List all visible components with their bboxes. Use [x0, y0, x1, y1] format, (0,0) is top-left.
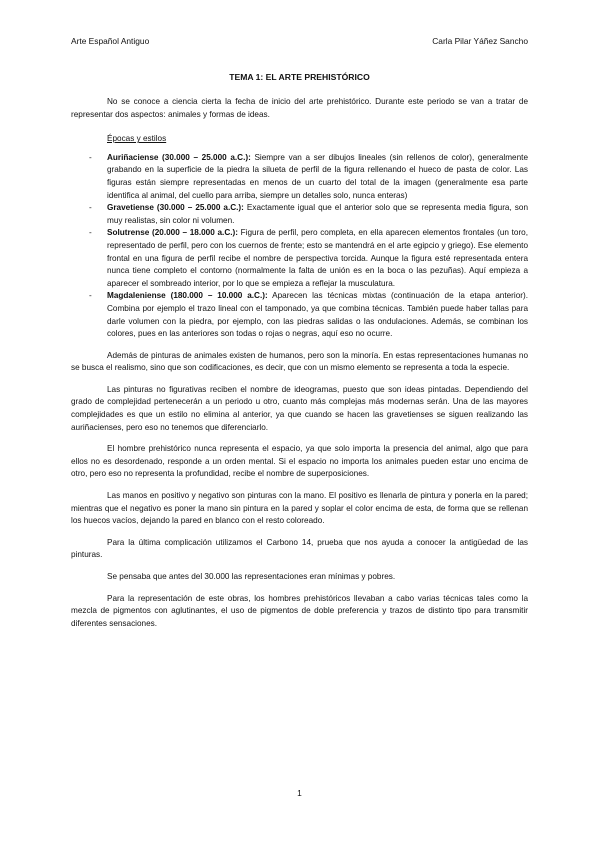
document-body	[71, 96, 528, 639]
list-item-term: Gravetiense (30.000 – 25.000 a.C.):	[107, 203, 244, 213]
list-item-text: Siempre van a ser dibujos lineales (sin rellenos de color), generalmente grabando en la superficie de la piedra la silueta de perfil de la figura rellenando el hueco de pasta de color. Las figuras están siempre representadas en menos de un cuarto del total de la imagen (generalmente esa parte identifica al animal, del cuello para arriba, siempre un detalles solo, nunca enteras)	[107, 152, 528, 200]
header-left: Arte Español Antiguo	[71, 36, 150, 46]
list-item-text: Exactamente igual que el anterior solo que se representa media figura, son muy realistas, sin color ni volumen.	[107, 203, 529, 225]
page-title: TEMA 1: EL ARTE PREHISTÓRICO	[229, 72, 370, 82]
list-item-term: Auriñaciense (30.000 – 25.000 a.C.):	[107, 152, 251, 162]
list-item-term: Solutrense (20.000 – 18.000 a.C.):	[107, 228, 238, 238]
list-item	[71, 202, 528, 227]
header-right: Carla Pilar Yáñez Sancho	[432, 36, 528, 46]
page-number: 1	[297, 788, 302, 798]
list-item-term: Magdaleniense (180.000 – 10.000 a.C.):	[107, 291, 268, 301]
body-paragraph: Las manos en positivo y negativo son pinturas con la mano. El positivo es llenarla de pintura y ponerla en la pared; mientras que el negativo es poner la mano sin pintura en la pared y soplar el color encima de esta, de forma que se rellenan los huecos vacíos, dejando la pared en blanco con el resto coloreado.	[71, 491, 528, 526]
body-paragraph: Se pensaba que antes del 30.000 las representaciones eran mínimas y pobres.	[107, 572, 396, 581]
list-dash: -	[89, 203, 92, 213]
body-paragraph: Para la representación de este obras, los hombres prehistóricos llevaban a cabo varias técnicas tales como la mezcla de pigmentos con aglutinantes, el uso de pigmentos de doble preferencia y trazos de distinto tipo para transmitir diferentes sensaciones.	[71, 593, 528, 628]
periods-list	[71, 152, 528, 341]
list-dash: -	[89, 152, 92, 162]
list-dash: -	[89, 228, 92, 238]
section-heading: Épocas y estilos	[107, 134, 167, 144]
list-item	[71, 290, 528, 340]
body-paragraph: El hombre prehistórico nunca representa el espacio, ya que solo importa la presencia del animal, algo que para ellos no es desordenado, responde a un orden mental. Si el espacio no importa los animales pueden estar uno encima de otro, pero eso no representa la profundidad, recibe el nombre de superposiciones.	[71, 444, 528, 479]
list-dash: -	[89, 291, 92, 301]
intro-paragraph: No se conoce a ciencia cierta la fecha de inicio del arte prehistórico. Durante este periodo se van a tratar de representar dos aspectos: animales y formas de ideas.	[71, 97, 528, 119]
body-paragraph: Además de pinturas de animales existen de humanos, pero son la minoría. En estas representaciones humanas no se busca el realismo, sino que son codificaciones, es decir, que con un mismo elemento se representa a toda la especie.	[71, 350, 528, 373]
body-paragraph: Para la última complicación utilizamos el Carbono 14, prueba que nos ayuda a conocer la antigüedad de las pinturas.	[71, 537, 528, 560]
list-item-text: Aparecen las técnicas mixtas (continuación de la etapa anterior). Combina por ejemplo el trazo lineal con el tamponado, ya que combina técnicas. También puede haber tallas para darle volumen con la piedra, por ejemplo, con las piedras salidas o las ondulaciones. Además, se combinan los colores, pues en las anteriores son todas o rojas o negras, aquí eso no ocurre.	[107, 291, 528, 339]
list-item-text: Figura de perfil, pero completa, en ella aparecen elementos frontales (un toro, representado de perfil, pero con los cuernos de frente; esto se mantendrá en el arte egipcio y griego). Ese elemento frontal en una figura de perfil recibe el nombre de perspectiva torcida. Aunque la figura esté representada entera nunca tiene completo el contorno (normalmente la falta de unión es en la boca o las pezuñas). Aquí empieza a aparecer el sombreado interior, por lo que se empieza a reflejar la musculatura.	[107, 228, 529, 288]
body-paragraph: Las pinturas no figurativas reciben el nombre de ideogramas, puesto que son ideas pintadas. Dependiendo del grado de complejidad pertenecerán a un periodo u otro, cuanto más complejas más modernas serán. Una de las mayores complejidades es que un estilo no elimina al anterior, ya que cuando se hacen las gravetienses se siguen realizando las auriñacienses, pero eso no tenemos que diferenciarlo.	[71, 384, 528, 432]
list-item	[71, 152, 528, 202]
list-item	[71, 227, 528, 290]
